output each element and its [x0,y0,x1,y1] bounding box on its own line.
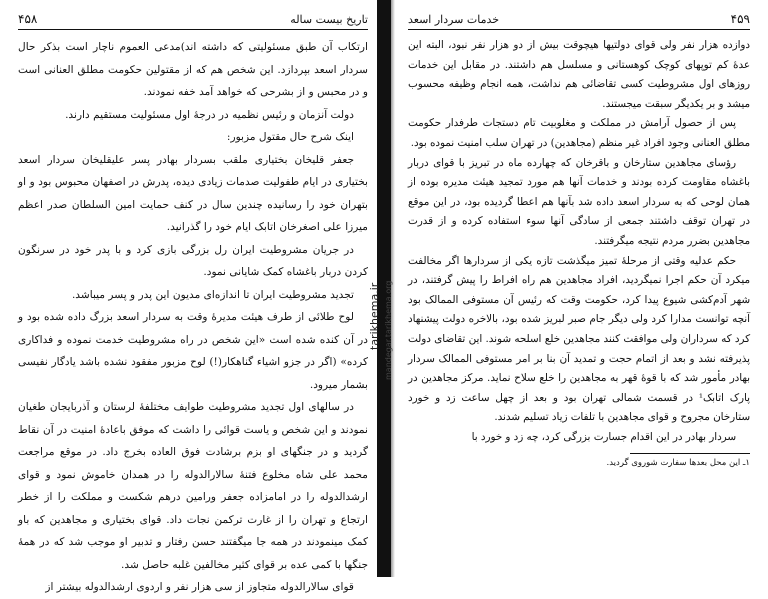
left-page-number: ۴۵۸ [18,12,38,26]
left-paragraph: تجدید مشروطیت ایران تا اندازه‌ای مدیون این پدر و پسر میباشد. [71,288,354,301]
right-page-number: ۴۵۹ [730,12,750,26]
left-page-header [18,12,368,30]
right-paragraph: دوازده هزار نفر ولی قوای دولتیها هیچوقت بیش از دو هزار نفر نبود، البته این عدهٔ کم توپهای کوچک کوهستانی و مسلسل هم داشتند. در مقابل این خدمات روزهای اول مشروطیت کسی تقاضائی هم نداشت، همه انجام وظیفه محسوب میشد و بر یکدیگر سبقت میجستند. [408,39,750,110]
right-paragraph: پس از حصول آرامش در مملکت و مغلوبیت تام دستجات طرفدار حکومت مطلق العنانی وجود افراد غیر منظم (مجاهدین) در تهران سلب امنیت نموده بود. [408,117,750,149]
right-paragraph: حکم عدلیه وقتی از مرحلهٔ تمیز میگذشت تازه یکی از سردارها اگر مخالفت میکرد آن حکم اجرا نمیگردید، افراد مجاهدین هم راه افراط را پیش گرفتند، در شهر آدم‌کشی شیوع پیدا کرد، حکومت وقت که رئیس آن مستوفی الممالک بود آنچه توانست مدارا کرد ولی دیگر جام صبر لبریز شده بود، بالاخره دولت پیشنهاد کرد که سرداران ولی موافقت کنند مجاهدین خلع اسلحه شوند. این تقاضای دولت پذیرفته نشد و بعد از اتمام حجت و تمدید آن بنا بر امر مستوفی الممالک سردار بهادر مأمور شد که با قوهٔ قهر به مجاهدین را خلع سلاح نماید. مرکز مجاهدین در پارک اتابک¹ در قسمت شمالی تهران بود و بعد از چهل ساعت زد و خورد ستارخان مجروح و قوای مجاهدین با تلفات زیاد تسلیم شدند. [408,254,750,424]
left-page [0,0,382,593]
left-paragraph: در سالهای اول تجدید مشروطیت طوایف مختلفهٔ لرستان و آذربایجان طغیان نمودند و این شخص و یاست قوائی را داشت که موفق باعادهٔ امنیت در آن نقاط گردید و در جنگهای او بزم برشادت فوق العاده بخرج داد. در موقع مراجعت محمد علی شاه مخلوع فتنهٔ سالارالدوله را در همدان خاموش نمود و قوای ارشدالدوله را در امامزاده جعفر ورامین درهم شکست و مملکت را از خطر ارتجاع و تهران را از غارت ترکمن نجات داد. قوای بختیاری و مجاهدین که باو کمک مینمودند در همه جا میگفتند حسن رفتار و تدبیر او موجب شد که در همهٔ جنگها با کمی عده بر قوای کثیر مخالفین غلبه حاصل شد. [18,401,368,571]
left-paragraph: جعفر قلیخان بختیاری ملقب بسردار بهادر پسر علیقلیخان سردار اسعد بختیاری در ایام طفولیت صدمات زیادی دیده، پدرش در اصفهان محبوس بود و او بتهران خود را رسانیده چندین سال در کنف حمایت امین السلطان صدر اعظم میرزا علی اصغرخان اتابک ایام خود را گذرانید. [18,153,368,233]
left-paragraph: دولت آنزمان و رئیس نظمیه در درجهٔ اول مسئولیت مستقیم دارند. [65,108,354,121]
footnote: ۱ـ این محل بعدها سفارت شوروی گردید. [606,458,750,469]
footnote-rule [630,453,750,454]
left-paragraph: قوای سالارالدوله متجاوز از سی هزار نفر و اردوی ارشدالدوله بیشتر از [45,581,354,593]
right-page-header [408,12,750,30]
left-paragraph: در جریان مشروطیت ایران رل بزرگی بازی کرد و با پدر خود در سرنگون کردن دربار باغشاه کمک شایانی نمود. [18,243,368,278]
left-running-title: تاریخ بیست ساله [290,13,368,26]
right-running-title: خدمات سردار اسعد [408,13,500,26]
left-paragraph: اینک شرح حال مقتول مزبور: [226,131,354,143]
right-paragraph: رؤسای مجاهدین ستارخان و باقرخان که چهارده ماه در تبریز با قوای دربار باغشاه مقاومت کرده بودند و خدمات آنها هم مورد تمجید هیئت مدیره بوده از همان لوحی که به سردار اسعد داده شد بآنها هم اعطا گردیده بود، در این موقع در تهران توقف داشتند جمعی از سادگی آنها سوء استفاده کرده و از قدرت مجاهدین بضرر مردم نتیجه میگرفتند. [408,156,750,247]
right-paragraph: سردار بهادر در این اقدام جسارت بزرگی کرد، چه زد و خورد با [471,430,736,443]
right-page [392,0,768,577]
left-paragraph: ارتکاب آن طبق مسئولیتی که داشته اند)مدعی العموم ناچار است بذکر حال سردار اسعد بپردازد. این شخص هم که از مقتولین حکومت مطلق العنانی است و در محبس و از بشرحی که خواهد آمد خفه نمودند. [18,41,368,98]
left-paragraph: لوح طلائی از طرف هیئت مدیرهٔ وقت به سردار اسعد بزرگ داده شده بود و در آن کنده شده است «این شخص در راه مشروطیت خدمت نموده و فداکاری کرده» (اگر در جزو اشیاء گناهکار(!) لوح مزبور مفقود نشده باشد یادگار نفیسی بشمار میرود. [18,311,368,391]
watermark-small: mandegar.tarikhema.org [384,280,393,380]
watermark-large: tarikhema.ir [368,282,381,350]
